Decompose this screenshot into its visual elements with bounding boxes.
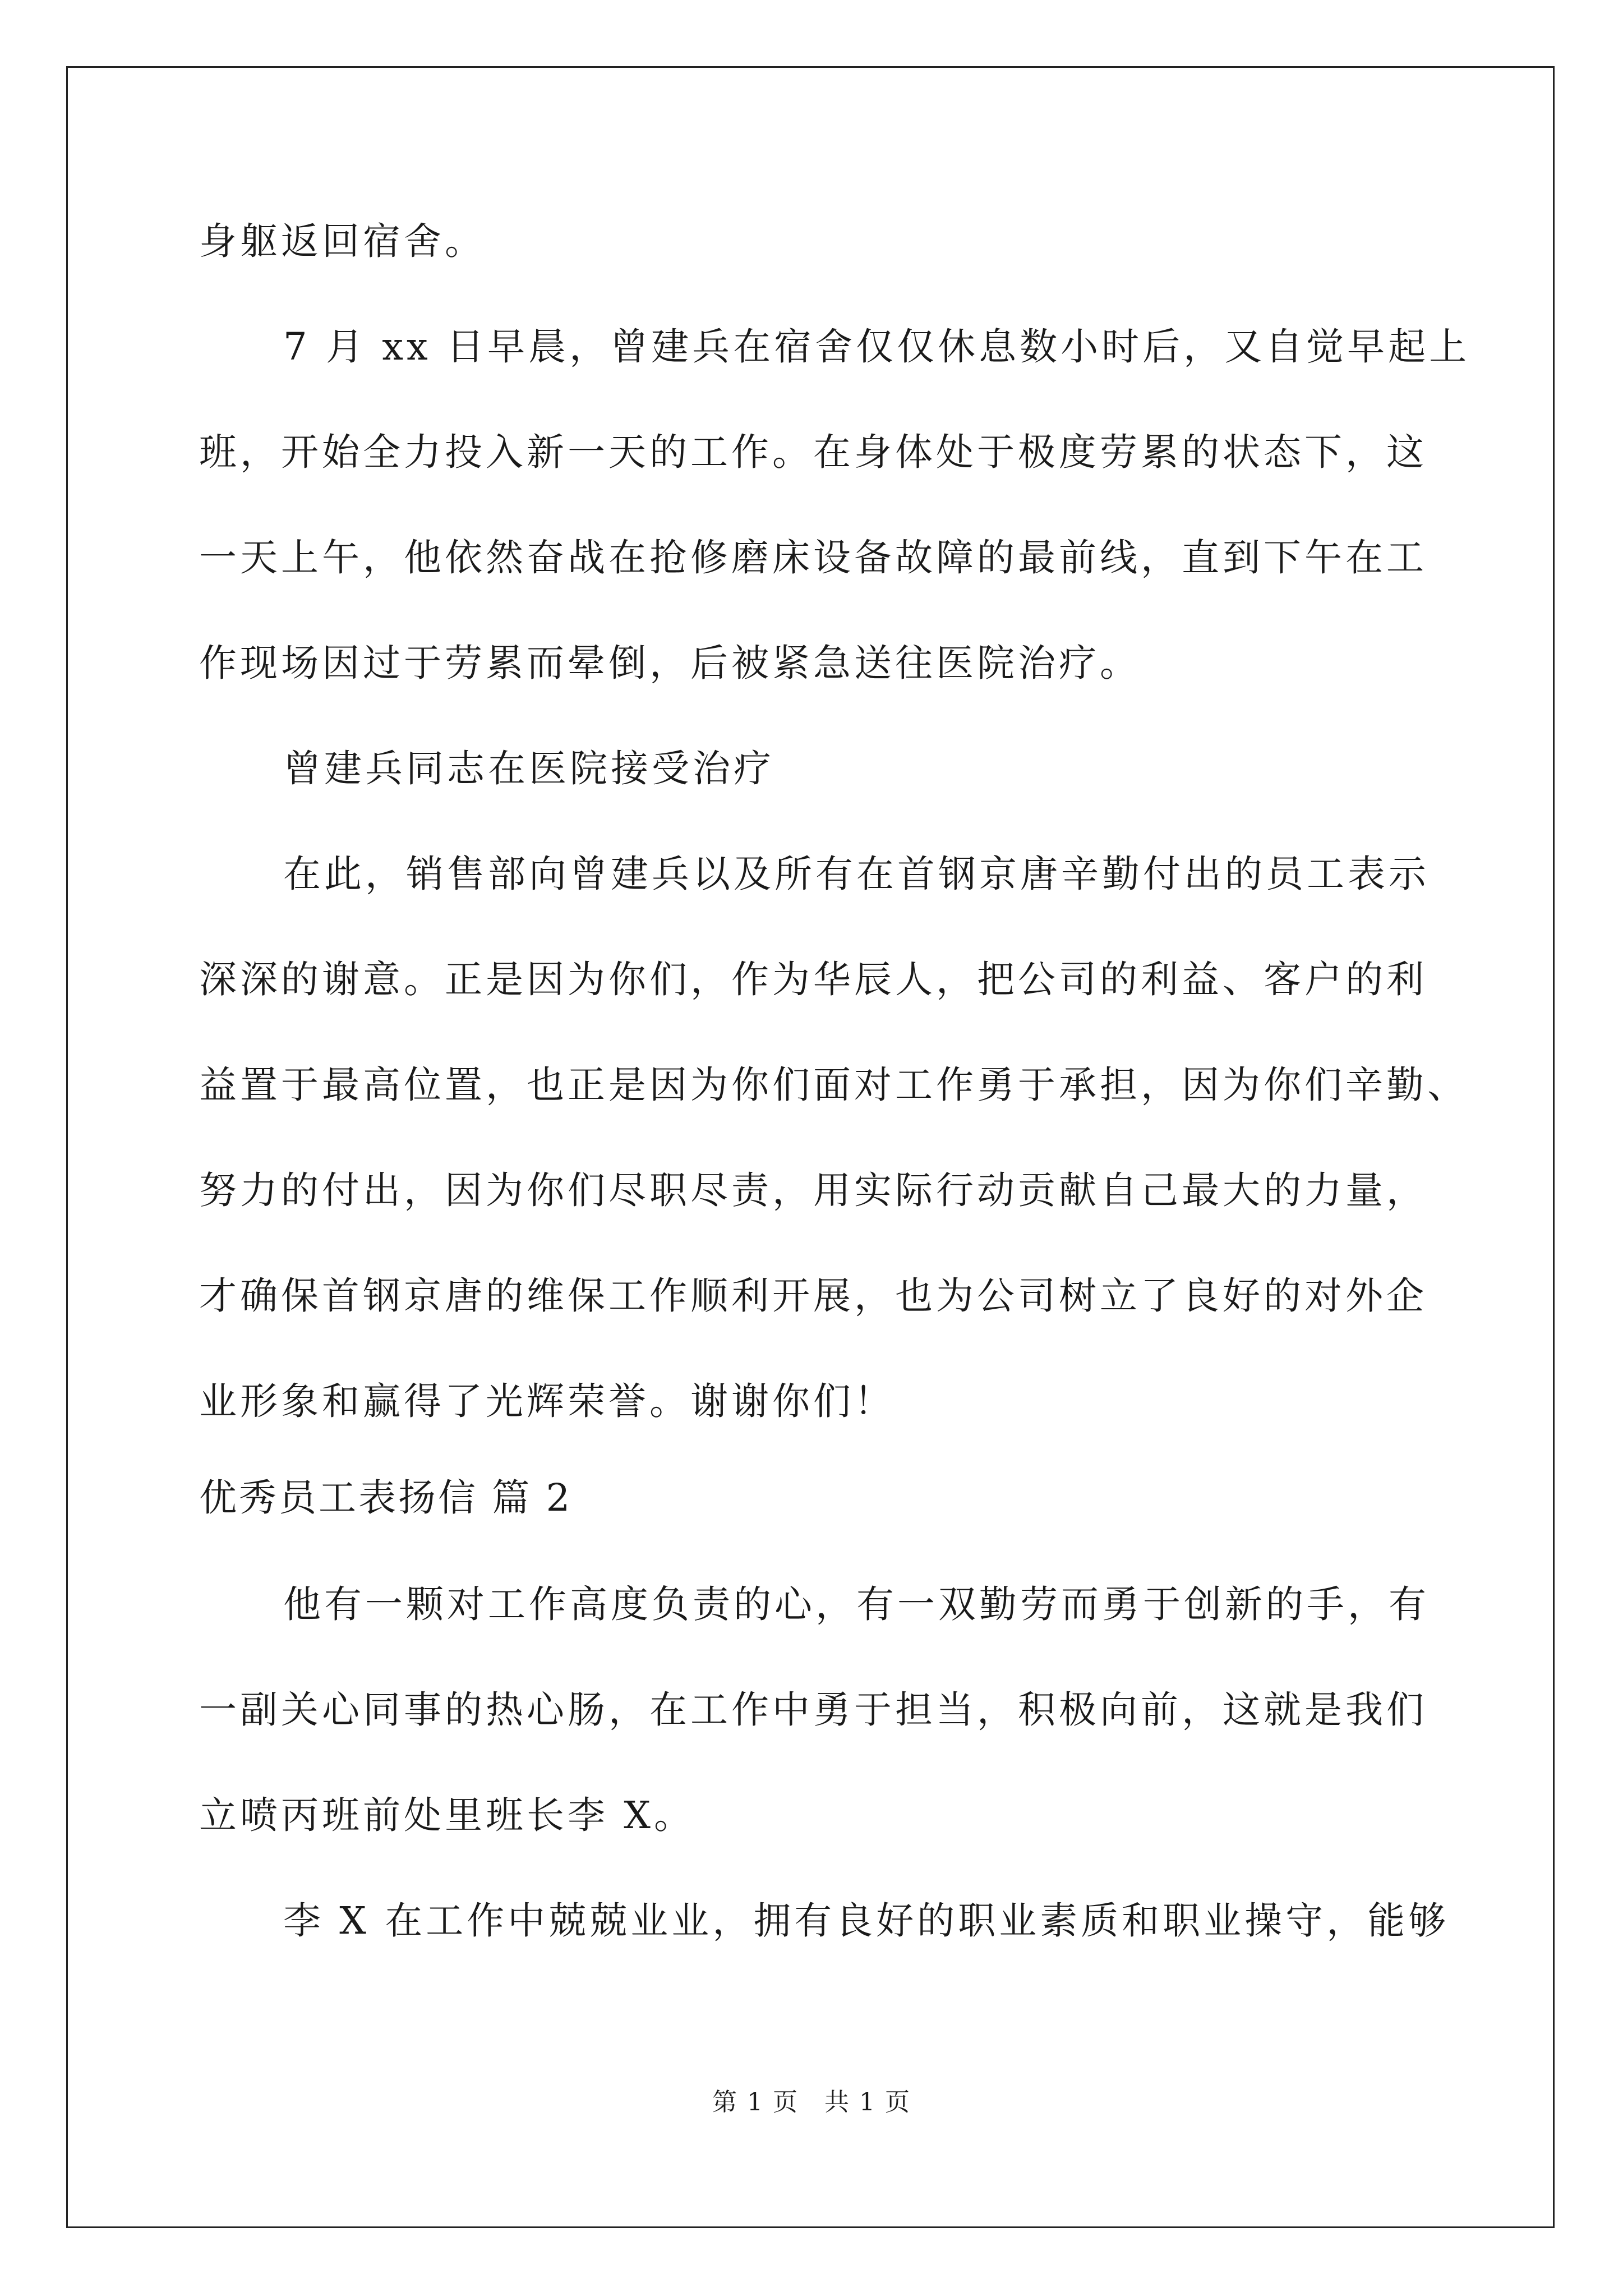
paragraph-line: 他有一颗对工作高度负责的心，有一双勤劳而勇于创新的手，有 — [283, 1582, 1430, 1626]
text-line: 作现场因过于劳累而晕倒，后被紧急送往医院治疗。 — [199, 641, 1141, 685]
text-line: 身躯返回宿舍。 — [199, 219, 486, 263]
text-line: 一副关心同事的热心肠，在工作中勇于担当，积极向前，这就是我们 — [199, 1688, 1427, 1732]
text-line: 立喷丙班前处里班长李 X。 — [199, 1793, 695, 1837]
photo-caption: 曾建兵同志在医院接受治疗 — [283, 747, 774, 790]
text-line: 一天上午，他依然奋战在抢修磨床设备故障的最前线，直到下午在工 — [199, 536, 1427, 579]
paragraph-line: 在此，销售部向曾建兵以及所有在首钢京唐辛勤付出的员工表示 — [283, 852, 1430, 896]
page-footer: 第 1 页 共 1 页 — [712, 2088, 911, 2116]
text-line: 努力的付出，因为你们尽职尽责，用实际行动贡献自己最大的力量， — [199, 1168, 1427, 1212]
text-line: 深深的谢意。正是因为你们，作为华辰人，把公司的利益、客户的利 — [199, 958, 1427, 1001]
text-line: 才确保首钢京唐的维保工作顺利开展，也为公司树立了良好的对外企 — [199, 1274, 1427, 1318]
text-line: 业形象和赢得了光辉荣誉。谢谢你们！ — [199, 1379, 895, 1423]
paragraph-line: 7 月 xx 日早晨，曾建兵在宿舍仅仅休息数小时后，又自觉早起上 — [283, 325, 1470, 369]
paragraph-line: 李 X 在工作中兢兢业业，拥有良好的职业素质和职业操守，能够 — [283, 1899, 1450, 1943]
text-line: 班，开始全力投入新一天的工作。在身体处于极度劳累的状态下，这 — [199, 430, 1427, 474]
text-line: 益置于最高位置，也正是因为你们面对工作勇于承担，因为你们辛勤、 — [199, 1063, 1468, 1107]
section-heading: 优秀员工表扬信 篇 2 — [199, 1476, 573, 1520]
